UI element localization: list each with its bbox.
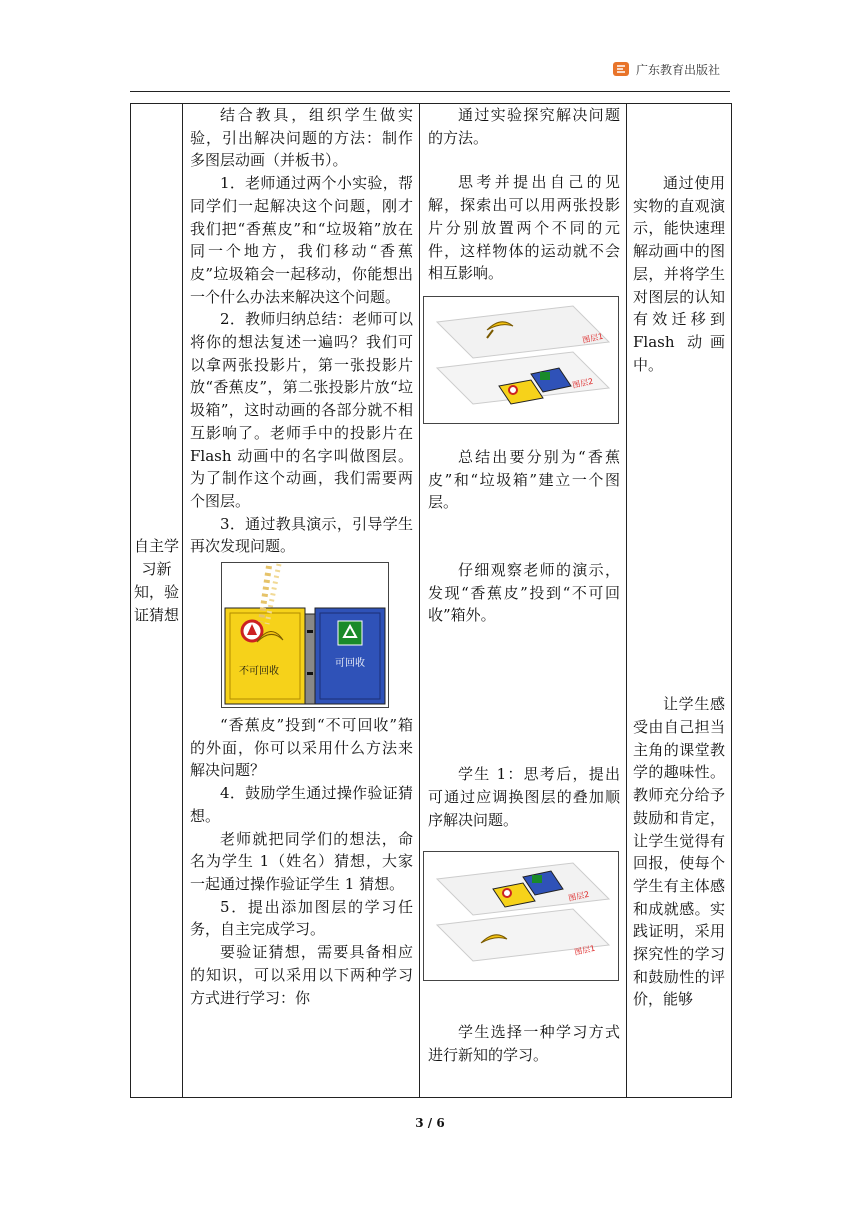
publisher-name: 广东教育出版社 [636, 62, 721, 77]
teacher-paragraph: 5．提出添加图层的学习任务，自主完成学习。 [190, 897, 413, 939]
table-row [131, 104, 732, 1098]
student-paragraph: 通过实验探究解决问题的方法。 [428, 106, 620, 147]
publisher-logo-icon [612, 60, 630, 78]
layer-tag: 图层1 [581, 331, 605, 345]
page-number: 3 / 6 [415, 1116, 445, 1130]
teacher-paragraph: 2．教师归纳总结：老师可以将你的想法复述一遍吗？我们可以拿两张投影片，第一张投影片放“香蕉皮”，第二张投影片放“垃圾箱”，这时动画的各部分就不相互影响了。老师手中的投影片在 Flash 动画中的名字叫做图层。为了制作这个动画，我们需要两个图层。 [190, 310, 413, 510]
intent-paragraph: 通过使用实物的直观演示，能快速理解动画中的图层，并将学生对图层的认知有效迁移到 Flash 动画中。 [633, 174, 725, 374]
layer-tag: 图层1 [573, 944, 597, 958]
layer-diagram-2 [423, 851, 619, 981]
header-rule [130, 91, 730, 92]
publisher-header [612, 60, 720, 78]
bin-label-recyclable: 可回收 [335, 658, 365, 670]
layer-tag: 图层2 [567, 890, 591, 904]
intent-paragraph: 让学生感受由自己担当主角的课堂教学的趣味性。教师充分给予鼓励和肯定，让学生觉得有回报，使每个学生有主体感和成就感。实践证明，采用探究性的学习和鼓励性的评价，能够 [633, 695, 725, 1009]
teacher-paragraph: 4．鼓励学生通过操作验证猜想。 [190, 784, 413, 825]
lesson-table [130, 103, 732, 1098]
teacher-paragraph: 1．老师通过两个小实验，帮同学们一起解决这个问题，刚才我们把“香蕉皮”和“垃圾箱”放在同一个地方，我们移动“香蕉皮”垃圾箱会一起移动，你能想出一个什么办法来解决这个问题。 [190, 174, 413, 306]
teacher-paragraph: 结合教具，组织学生做实验，引出解决问题的方法：制作多图层动画（并板书）。 [190, 106, 413, 170]
student-paragraph: 仔细观察老师的演示，发现“香蕉皮”投到“不可回收”箱外。 [428, 561, 620, 625]
layer-tag: 图层2 [571, 376, 595, 390]
trash-bin-illustration [221, 562, 389, 708]
layer-diagram-1 [423, 296, 619, 424]
teacher-activity-cell [183, 104, 420, 1098]
teacher-paragraph: 3．通过教具演示，引导学生再次发现问题。 [190, 514, 413, 556]
teacher-paragraph: 老师就把同学们的想法，命名为学生 1（姓名）猜想，大家一起通过操作验证学生 1 猜想。 [190, 829, 413, 893]
teacher-paragraph: 要验证猜想，需要具备相应的知识，可以采用以下两种学习方式进行学习：你 [190, 943, 413, 1007]
student-paragraph: 学生 1：思考后，提出可通过应调换图层的叠加顺序解决问题。 [428, 765, 620, 829]
student-paragraph: 思考并提出自己的见解，探索出可以用两张投影片分别放置两个不同的元件，这样物体的运动就不会相互影响。 [428, 173, 620, 283]
teacher-paragraph: “香蕉皮”投到“不可回收”箱的外面，你可以采用什么方法来解决问题？ [190, 716, 413, 780]
bin-label-unrecyclable: 不可回收 [239, 666, 279, 678]
stage-cell [131, 104, 183, 1098]
design-intent-cell [627, 104, 732, 1098]
student-paragraph: 学生选择一种学习方式进行新知的学习。 [428, 1023, 620, 1064]
student-paragraph: 总结出要分别为“香蕉皮”和“垃圾箱”建立一个图层。 [428, 447, 620, 512]
student-activity-cell [420, 104, 627, 1098]
stage-label: 自主学习新知，验证猜想 [133, 537, 179, 624]
